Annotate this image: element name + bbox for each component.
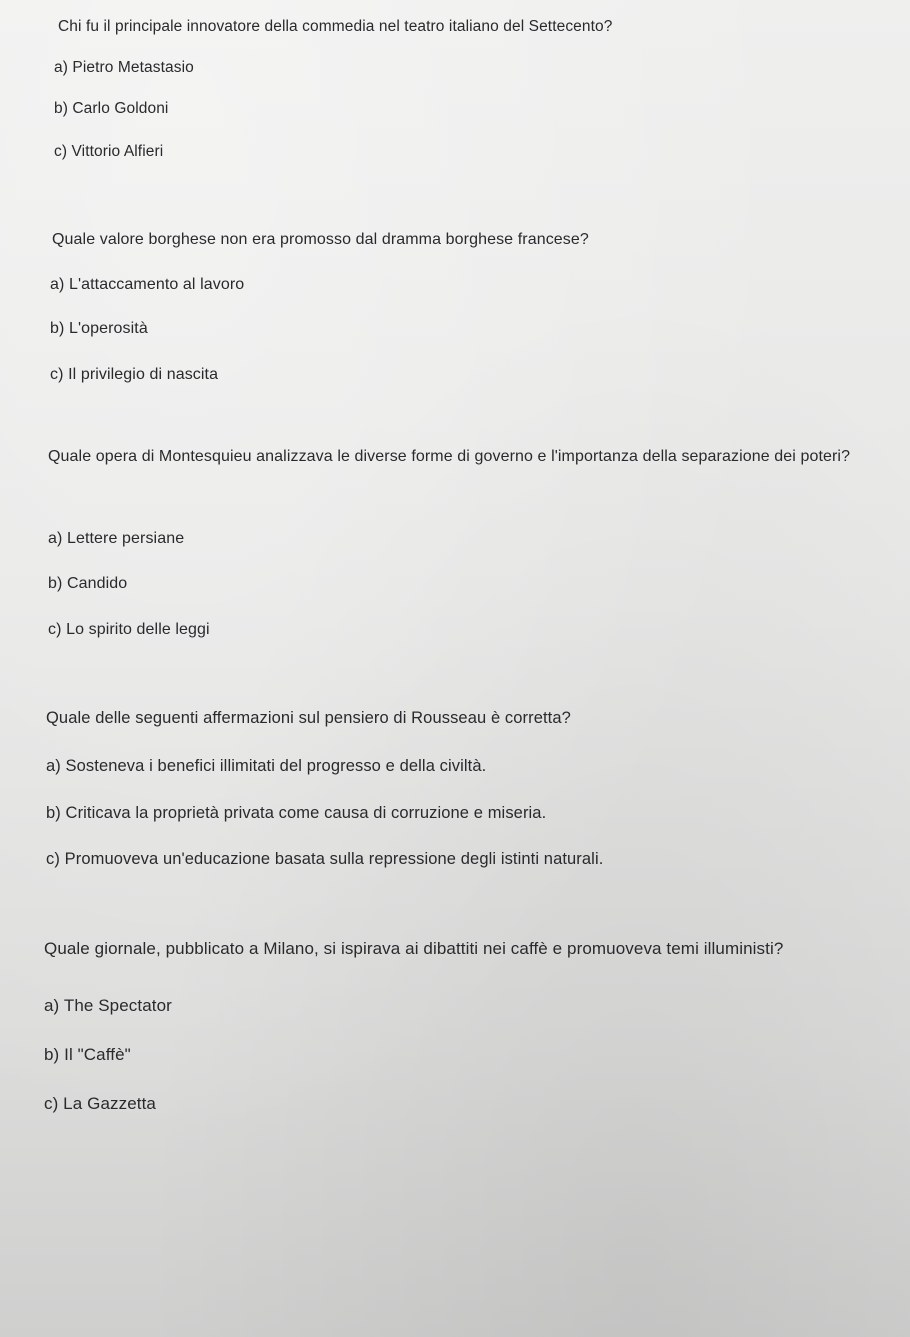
question-4-option-b: b) Criticava la proprietà privata come causa di corruzione e miseria. [46,804,547,822]
question-1-option-c: c) Vittorio Alfieri [54,143,164,160]
question-5-text: Quale giornale, pubblicato a Milano, si ispirava ai dibattiti nei caffè e promuoveva temi illuministi? [44,939,784,958]
question-3-option-c: c) Lo spirito delle leggi [48,621,210,638]
question-5-option-a: a) The Spectator [44,996,172,1015]
question-2-option-b: b) L'operosità [50,320,148,337]
question-2-option-c: c) Il privilegio di nascita [50,366,219,383]
question-1-option-b: b) Carlo Goldoni [54,100,169,117]
question-4-option-a: a) Sosteneva i benefici illimitati del progresso e della civiltà. [46,757,487,775]
question-3-option-a: a) Lettere persiane [48,530,185,547]
question-2-option-a: a) L'attaccamento al lavoro [50,276,245,293]
question-3-text: Quale opera di Montesquieu analizzava le diverse forme di governo e l'importanza della separazione dei poteri? [48,448,851,465]
question-1-option-a: a) Pietro Metastasio [54,59,194,76]
question-5-option-b: b) Il "Caffè" [44,1045,131,1064]
question-1-text: Chi fu il principale innovatore della commedia nel teatro italiano del Settecento? [58,18,613,35]
question-3-option-b: b) Candido [48,575,128,592]
question-2-text: Quale valore borghese non era promosso dal dramma borghese francese? [52,231,589,248]
question-4-option-c: c) Promuoveva un'educazione basata sulla repressione degli istinti naturali. [46,850,604,868]
question-5-option-c: c) La Gazzetta [44,1094,156,1113]
question-4-text: Quale delle seguenti affermazioni sul pensiero di Rousseau è corretta? [46,709,571,727]
